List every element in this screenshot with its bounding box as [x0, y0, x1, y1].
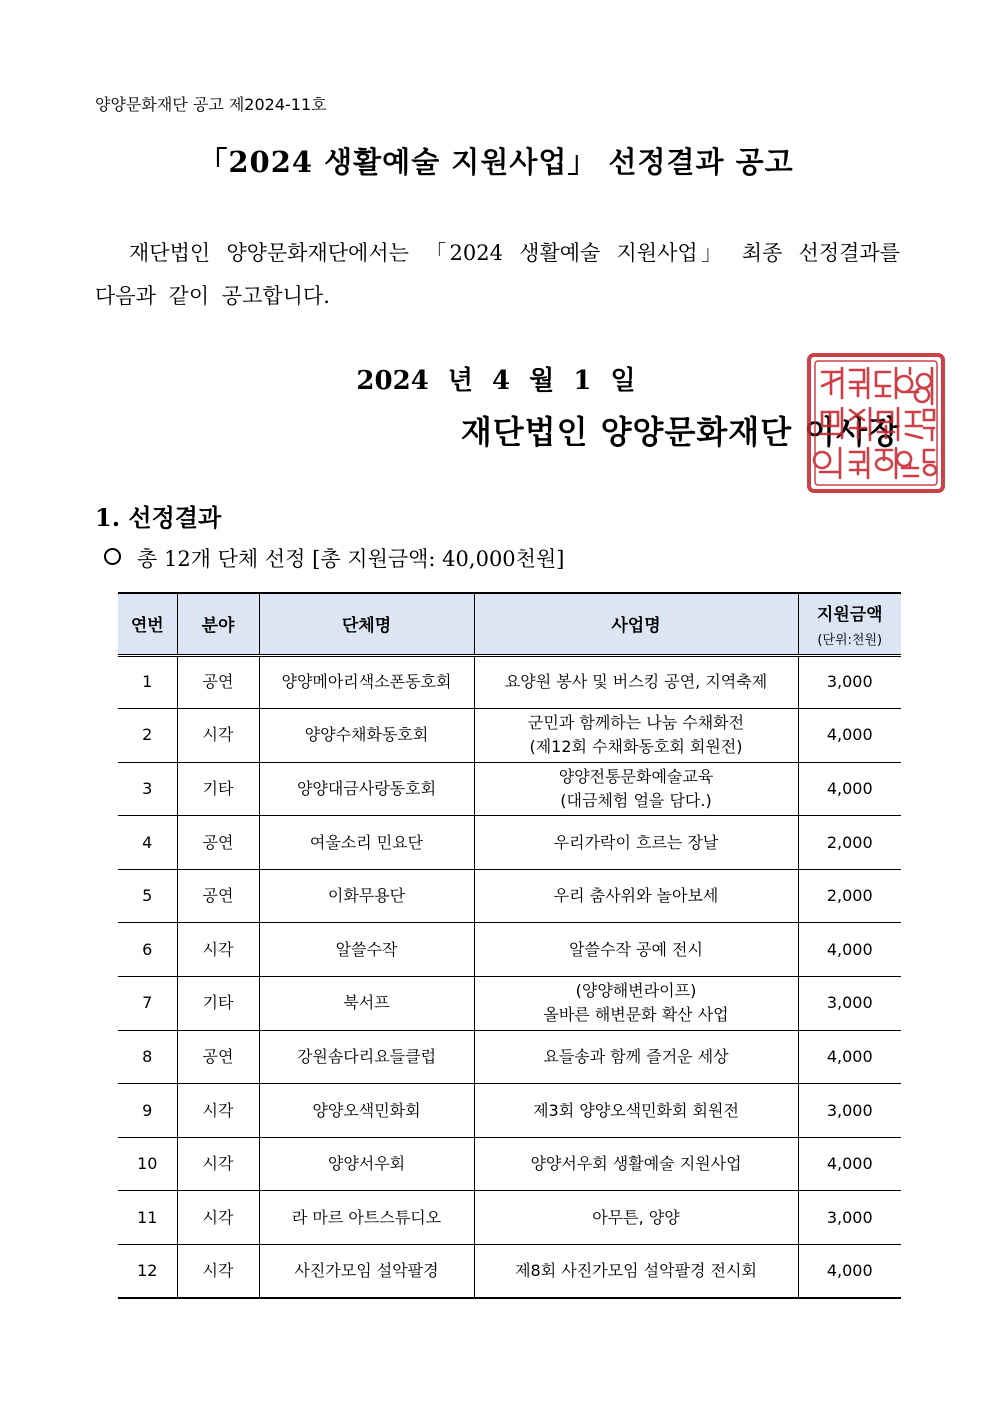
cell-group: 이화무용단 [259, 869, 474, 923]
header-field: 분야 [177, 593, 259, 655]
page-title: 「2024 생활예술 지원사업」 선정결과 공고 [198, 145, 794, 179]
table-row [118, 1137, 901, 1191]
notice-number: 양양문화재단 공고 제2024-11호 [95, 95, 327, 114]
cell-field: 시각 [177, 1245, 259, 1299]
table-row [118, 655, 901, 709]
table-row [118, 816, 901, 870]
cell-amount: 2,000 [798, 816, 901, 870]
table-row [118, 1245, 901, 1299]
project-line-1: 요들송과 함께 즐거운 세상 [543, 1046, 729, 1066]
summary-text: 총 12개 단체 선정 [총 지원금액: 40,000천원] [137, 547, 565, 571]
cell-project [474, 977, 798, 1031]
cell-amount: 4,000 [798, 709, 901, 763]
table-row [118, 977, 901, 1031]
cell-field: 시각 [177, 923, 259, 977]
cell-project [474, 1137, 798, 1191]
cell-no: 3 [118, 762, 177, 816]
selection-summary [104, 543, 564, 573]
cell-no: 5 [118, 869, 177, 923]
project-line-2: (대금체험 얼을 담다.) [560, 790, 712, 810]
project-line-2: 올바른 해변문화 확산 사업 [543, 1005, 729, 1025]
cell-field: 기타 [177, 762, 259, 816]
cell-no: 9 [118, 1084, 177, 1138]
cell-group: 양양오색민화회 [259, 1084, 474, 1138]
cell-amount: 3,000 [798, 655, 901, 709]
header-amount-unit: (단위:천원) [817, 632, 883, 648]
cell-group: 사진가모임 설악팔경 [259, 1245, 474, 1299]
cell-project [474, 762, 798, 816]
cell-no: 11 [118, 1191, 177, 1245]
project-line-1: 우리가락이 흐르는 장날 [553, 832, 719, 852]
project-line-1: 제3회 양양오색민화회 회원전 [533, 1100, 739, 1120]
cell-group: 양양메아리색소폰동호회 [259, 655, 474, 709]
section-heading: 1. 선정결과 [95, 503, 222, 532]
cell-field: 공연 [177, 869, 259, 923]
cell-field: 공연 [177, 816, 259, 870]
cell-project [474, 923, 798, 977]
intro-text: 재단법인 양양문화재단에서는 「2024 생활예술 지원사업」 최종 선정결과를 다음과 같이 공고합니다. [95, 241, 900, 308]
project-line-1: (양양해변라이프) [575, 981, 697, 1001]
cell-amount: 3,000 [798, 977, 901, 1031]
cell-field: 시각 [177, 709, 259, 763]
table-header-row [118, 593, 901, 655]
project-line-1: 양양전통문화예술교육 [558, 766, 714, 786]
project-line-2: (제12회 수채화동호회 회원전) [529, 737, 743, 757]
cell-group: 강원솜다리요들클럽 [259, 1030, 474, 1084]
cell-amount: 3,000 [798, 1191, 901, 1245]
project-line-1: 알쓸수작 공예 전시 [569, 939, 703, 959]
table-row [118, 1191, 901, 1245]
cell-field: 공연 [177, 655, 259, 709]
header-group: 단체명 [259, 593, 474, 655]
table-row [118, 869, 901, 923]
cell-no: 6 [118, 923, 177, 977]
project-line-1: 요양원 봉사 및 버스킹 공연, 지역축제 [504, 672, 768, 692]
cell-field: 시각 [177, 1191, 259, 1245]
cell-amount: 2,000 [798, 869, 901, 923]
header-project: 사업명 [474, 593, 798, 655]
cell-group: 라 마르 아트스튜디오 [259, 1191, 474, 1245]
cell-no: 12 [118, 1245, 177, 1299]
official-seal-icon [806, 352, 946, 494]
table-row [118, 1030, 901, 1084]
cell-project [474, 816, 798, 870]
cell-project [474, 869, 798, 923]
project-line-1: 군민과 함께하는 나눔 수채화전 [527, 713, 745, 733]
announcement-date: 2024 년 4 월 1 일 [356, 366, 636, 396]
cell-group: 양양대금사랑동호회 [259, 762, 474, 816]
cell-field: 시각 [177, 1137, 259, 1191]
table-row [118, 709, 901, 763]
cell-project [474, 655, 798, 709]
cell-field: 공연 [177, 1030, 259, 1084]
selection-results-table [118, 592, 901, 1299]
cell-project [474, 1084, 798, 1138]
cell-group: 양양서우회 [259, 1137, 474, 1191]
cell-project [474, 1245, 798, 1299]
cell-no: 10 [118, 1137, 177, 1191]
cell-project [474, 709, 798, 763]
cell-group: 북서프 [259, 977, 474, 1031]
cell-amount: 4,000 [798, 923, 901, 977]
table-row [118, 762, 901, 816]
cell-group: 여울소리 민요단 [259, 816, 474, 870]
intro-paragraph [95, 232, 900, 318]
project-line-1: 양양서우회 생활예술 지원사업 [530, 1154, 742, 1174]
issuer-name: 재단법인 양양문화재단 이사장 [460, 413, 900, 451]
cell-group: 알쓸수작 [259, 923, 474, 977]
header-no: 연번 [118, 593, 177, 655]
project-line-1: 아무튼, 양양 [592, 1207, 680, 1227]
cell-project [474, 1030, 798, 1084]
cell-amount: 4,000 [798, 762, 901, 816]
cell-no: 7 [118, 977, 177, 1031]
cell-no: 2 [118, 709, 177, 763]
cell-no: 8 [118, 1030, 177, 1084]
table-row [118, 1084, 901, 1138]
cell-group: 양양수채화동호회 [259, 709, 474, 763]
cell-amount: 4,000 [798, 1137, 901, 1191]
cell-no: 4 [118, 816, 177, 870]
header-amount [798, 593, 901, 655]
circle-bullet-icon [104, 548, 121, 565]
cell-no: 1 [118, 655, 177, 709]
cell-amount: 4,000 [798, 1245, 901, 1299]
cell-field: 시각 [177, 1084, 259, 1138]
project-line-1: 우리 춤사위와 놀아보세 [553, 886, 719, 906]
cell-project [474, 1191, 798, 1245]
header-amount-label: 지원금액 [816, 604, 883, 625]
cell-amount: 3,000 [798, 1084, 901, 1138]
project-line-1: 제8회 사진가모임 설악팔경 전시회 [515, 1261, 757, 1281]
cell-field: 기타 [177, 977, 259, 1031]
cell-amount: 4,000 [798, 1030, 901, 1084]
table-row [118, 923, 901, 977]
